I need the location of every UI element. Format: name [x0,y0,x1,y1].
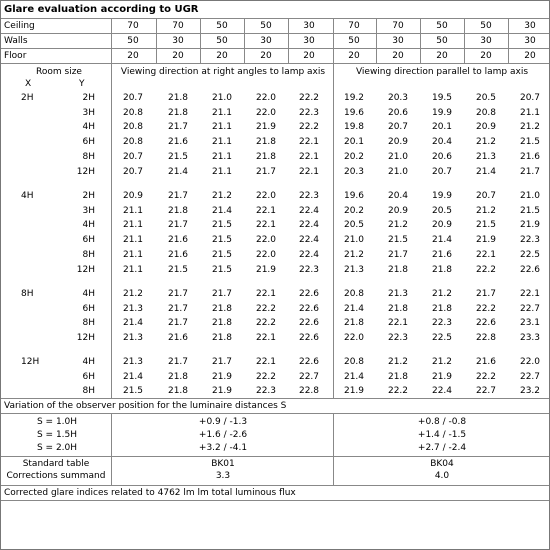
ugr-value: 21.0 [343,235,365,246]
corrections-right: 3.3 [215,471,231,481]
ugr-value: 20.8 [122,107,144,118]
ugr-value: 22.8 [475,333,497,344]
row-divider [1,48,549,49]
ugr-value: 21.3 [122,303,144,314]
ugr-value: 21.8 [431,264,453,275]
ugr-value: 21.8 [167,107,189,118]
ugr-value: 22.1 [298,151,320,162]
reflectance-value: 50 [216,21,228,31]
ugr-value: 21.9 [255,264,277,275]
room-size-x: 4H [21,191,34,201]
column-divider [464,18,465,63]
ugr-value: 20.1 [343,137,365,148]
reflectance-value: 70 [127,21,139,31]
ugr-value: 21.7 [167,191,189,201]
column-divider [333,413,334,485]
ugr-value: 21.4 [122,318,144,329]
corrections-label: Corrections summand [6,471,106,481]
ugr-value: 21.5 [475,220,497,231]
ugr-value: 20.8 [122,137,144,148]
ugr-value: 21.7 [475,289,497,299]
ugr-value: 21.7 [167,357,189,367]
ugr-value: 21.6 [475,357,497,367]
ugr-value: 21.3 [475,151,497,162]
ugr-value: 22.6 [298,318,320,329]
ugr-value: 21.7 [211,357,233,367]
ugr-value: 20.9 [387,137,409,148]
ugr-value: 21.5 [211,220,233,231]
ugr-value: 23.1 [519,318,541,329]
column-divider [111,18,112,63]
ugr-value: 20.9 [387,205,409,216]
corrections-parallel: 4.0 [434,471,450,481]
reflectance-label: Floor [4,51,27,61]
ugr-value: 22.0 [255,235,277,246]
reflectance-value: 30 [303,36,315,46]
room-size-y: 6H [82,137,95,148]
ugr-value: 21.1 [122,264,144,275]
ugr-value: 21.2 [387,220,409,231]
variation-right-value: +3.2 / -4.1 [198,443,248,453]
reflectance-value: 30 [392,36,404,46]
ugr-value: 21.5 [167,151,189,162]
room-size-y: 12H [76,166,95,177]
ugr-value: 20.8 [343,357,365,367]
room-size-x: 2H [21,93,34,103]
variation-right-value: +1.6 / -2.6 [198,430,248,440]
room-size-y: 6H [82,303,95,314]
ugr-value: 22.1 [255,289,277,299]
ugr-value: 22.1 [255,220,277,231]
ugr-value: 21.2 [519,122,541,133]
ugr-value: 21.4 [122,371,144,382]
ugr-value: 22.5 [431,333,453,344]
ugr-value: 20.7 [122,151,144,162]
ugr-value: 21.2 [431,357,453,367]
ugr-value: 22.7 [519,303,541,314]
ugr-value: 22.6 [298,289,320,299]
ugr-value: 22.1 [255,333,277,344]
ugr-value: 21.5 [122,386,144,397]
room-size-y: 4H [82,357,95,367]
column-divider [156,18,157,63]
reflectance-value: 70 [348,21,360,31]
ugr-value: 21.3 [122,333,144,344]
ugr-value: 20.8 [475,107,497,118]
ugr-value: 20.4 [431,137,453,148]
ugr-value: 21.7 [167,220,189,231]
ugr-value: 22.4 [298,249,320,260]
ugr-value: 19.9 [431,107,453,118]
room-size-y: 12H [76,264,95,275]
ugr-value: 21.0 [211,93,233,103]
standard-table-label: Standard table [22,459,90,469]
row-divider [1,500,549,501]
ugr-value: 21.8 [343,318,365,329]
ugr-value: 21.8 [211,333,233,344]
reflectance-value: 50 [127,36,139,46]
ugr-value: 21.3 [387,289,409,299]
ugr-value: 19.5 [431,93,453,103]
ugr-value: 22.1 [298,137,320,148]
footnote: Corrected glare indices related to 4762 lm lm total luminous flux [4,488,296,498]
ugr-value: 21.1 [519,107,541,118]
ugr-value: 21.5 [211,264,233,275]
ugr-value: 21.9 [255,122,277,133]
ugr-value: 22.1 [387,318,409,329]
ugr-value: 21.2 [211,191,233,201]
ugr-value: 22.8 [298,386,320,397]
ugr-value: 21.8 [211,303,233,314]
row-divider [1,398,549,399]
reflectance-value: 30 [524,21,536,31]
ugr-value: 21.4 [167,166,189,177]
ugr-value: 22.2 [255,318,277,329]
ugr-value: 20.9 [122,191,144,201]
y-axis-label: Y [79,79,85,89]
ugr-value: 21.1 [211,137,233,148]
ugr-value: 22.3 [519,235,541,246]
ugr-value: 21.0 [519,191,541,201]
column-divider [508,18,509,63]
ugr-value: 21.5 [211,249,233,260]
ugr-value: 21.1 [122,205,144,216]
ugr-value: 22.2 [475,303,497,314]
reflectance-value: 20 [260,51,272,61]
ugr-value: 21.1 [211,122,233,133]
ugr-value: 20.9 [475,122,497,133]
ugr-value: 22.4 [431,386,453,397]
ugr-value: 21.7 [211,289,233,299]
ugr-value: 22.4 [298,205,320,216]
variation-label: S = 2.0H [36,443,78,453]
room-size-y: 8H [82,249,95,260]
ugr-value: 22.2 [387,386,409,397]
row-divider [1,485,549,486]
reflectance-value: 50 [480,21,492,31]
ugr-value: 21.4 [211,205,233,216]
variation-label: S = 1.0H [36,417,78,427]
ugr-value: 22.2 [475,264,497,275]
ugr-value: 22.2 [255,371,277,382]
ugr-value: 21.5 [519,205,541,216]
ugr-value: 20.6 [387,107,409,118]
reflectance-value: 20 [172,51,184,61]
ugr-value: 21.8 [387,264,409,275]
reflectance-value: 20 [216,51,228,61]
reflectance-label: Walls [4,36,28,46]
room-size-y: 8H [82,318,95,329]
ugr-value: 21.1 [211,166,233,177]
ugr-value: 22.3 [387,333,409,344]
ugr-value: 21.3 [343,264,365,275]
ugr-value: 21.6 [167,333,189,344]
ugr-value: 20.7 [387,122,409,133]
ugr-value: 22.4 [298,235,320,246]
row-divider [1,33,549,34]
ugr-value: 21.8 [255,137,277,148]
ugr-value: 21.8 [167,386,189,397]
reflectance-value: 20 [392,51,404,61]
ugr-value: 21.8 [431,303,453,314]
reflectance-value: 30 [172,36,184,46]
ugr-value: 22.2 [255,303,277,314]
ugr-value: 20.5 [475,93,497,103]
page-title: Glare evaluation according to UGR [4,4,199,15]
variation-right-value: +0.9 / -1.3 [198,417,248,427]
ugr-value: 21.1 [211,107,233,118]
reflectance-value: 50 [216,36,228,46]
ugr-value: 21.4 [431,235,453,246]
ugr-value: 20.3 [387,93,409,103]
ugr-value: 21.2 [431,289,453,299]
row-divider [1,63,549,64]
ugr-value: 22.7 [298,371,320,382]
ugr-value: 22.0 [255,249,277,260]
variation-label: S = 1.5H [36,430,78,440]
ugr-value: 21.2 [387,357,409,367]
ugr-value: 21.7 [519,166,541,177]
ugr-value: 20.7 [431,166,453,177]
room-size-x: 12H [21,357,40,367]
reflectance-value: 70 [172,21,184,31]
room-size-y: 3H [82,205,95,216]
room-size-y: 6H [82,235,95,246]
ugr-value: 22.3 [298,107,320,118]
ugr-value: 22.1 [255,205,277,216]
ugr-value: 21.6 [519,151,541,162]
reflectance-value: 20 [348,51,360,61]
ugr-value: 20.6 [431,151,453,162]
ugr-value: 21.5 [519,137,541,148]
ugr-value: 19.6 [343,191,365,201]
ugr-value: 21.7 [255,166,277,177]
reflectance-value: 30 [480,36,492,46]
ugr-value: 22.0 [343,333,365,344]
ugr-value: 20.5 [431,205,453,216]
room-size-y: 8H [82,151,95,162]
ugr-value: 20.2 [343,151,365,162]
row-divider [1,18,549,19]
ugr-value: 21.7 [167,122,189,133]
ugr-value: 21.8 [255,151,277,162]
reflectance-value: 20 [127,51,139,61]
ugr-value: 22.3 [298,264,320,275]
reflectance-value: 30 [303,21,315,31]
reflectance-value: 30 [524,36,536,46]
ugr-value: 21.9 [475,235,497,246]
ugr-value: 21.6 [167,235,189,246]
ugr-value: 22.7 [475,386,497,397]
ugr-value: 22.0 [519,357,541,367]
ugr-value: 22.3 [255,386,277,397]
ugr-value: 20.8 [122,122,144,133]
ugr-value: 21.8 [387,371,409,382]
room-size-y: 2H [82,191,95,201]
ugr-value: 21.1 [122,220,144,231]
ugr-value: 20.7 [122,93,144,103]
room-size-y: 3H [82,107,95,118]
ugr-value: 22.6 [298,333,320,344]
ugr-value: 22.2 [298,93,320,103]
reflectance-value: 20 [480,51,492,61]
ugr-value: 22.4 [298,220,320,231]
ugr-value: 22.0 [255,93,277,103]
reflectance-value: 20 [303,51,315,61]
ugr-value: 20.7 [122,166,144,177]
ugr-value: 21.5 [167,264,189,275]
ugr-value: 21.7 [167,303,189,314]
ugr-value: 21.4 [343,371,365,382]
ugr-value: 20.8 [343,289,365,299]
reflectance-value: 20 [436,51,448,61]
ugr-value: 21.2 [475,205,497,216]
reflectance-value: 20 [524,51,536,61]
ugr-value: 21.1 [122,235,144,246]
room-size-y: 4H [82,289,95,299]
reflectance-value: 50 [348,36,360,46]
ugr-value: 21.8 [167,93,189,103]
ugr-value: 21.9 [431,371,453,382]
ugr-value: 22.7 [519,371,541,382]
ugr-value: 20.1 [431,122,453,133]
reflectance-label: Ceiling [4,21,35,31]
x-axis-label: X [25,79,32,89]
ugr-value: 23.2 [519,386,541,397]
reflectance-value: 70 [392,21,404,31]
column-divider [111,63,112,398]
ugr-value: 22.6 [519,264,541,275]
ugr-value: 22.6 [298,303,320,314]
ugr-value: 21.8 [167,371,189,382]
column-divider [420,18,421,63]
ugr-value: 21.7 [387,249,409,260]
ugr-value: 22.1 [298,166,320,177]
ugr-value: 21.9 [343,386,365,397]
ugr-value: 20.3 [343,166,365,177]
room-size-x: 8H [21,289,34,299]
ugr-value: 19.9 [431,191,453,201]
ugr-value: 19.8 [343,122,365,133]
ugr-value: 22.2 [475,371,497,382]
room-size-label: Room size [36,67,82,77]
column-divider [200,18,201,63]
ugr-value: 20.7 [519,93,541,103]
room-size-y: 12H [76,333,95,344]
ugr-value: 21.3 [122,357,144,367]
ugr-value: 19.6 [343,107,365,118]
column-divider [111,413,112,485]
reflectance-value: 50 [436,21,448,31]
ugr-value: 19.2 [343,93,365,103]
ugr-value: 21.1 [122,249,144,260]
ugr-value: 21.6 [431,249,453,260]
ugr-value: 22.6 [475,318,497,329]
ugr-value: 21.2 [122,289,144,299]
ugr-value: 22.1 [519,289,541,299]
column-divider [244,18,245,63]
ugr-value: 21.8 [167,205,189,216]
ugr-value: 21.5 [211,235,233,246]
variation-parallel-value: +0.8 / -0.8 [417,417,467,427]
standard-table-right: BK01 [211,459,235,469]
ugr-value: 20.7 [475,191,497,201]
variation-title: Variation of the observer position for the luminaire distances S [4,401,287,411]
ugr-value: 22.5 [519,249,541,260]
ugr-value: 21.1 [211,151,233,162]
ugr-value: 22.0 [255,191,277,201]
room-size-y: 6H [82,371,95,382]
room-size-y: 4H [82,122,95,133]
ugr-value: 21.7 [167,289,189,299]
row-divider [1,456,549,457]
reflectance-value: 50 [260,21,272,31]
ugr-value: 22.1 [475,249,497,260]
ugr-value: 21.7 [167,318,189,329]
room-size-y: 8H [82,386,95,397]
ugr-value: 21.6 [167,137,189,148]
standard-table-parallel: BK04 [430,459,454,469]
direction-right-angles-header: Viewing direction at right angles to lamp axis [120,67,326,77]
ugr-value: 21.8 [387,303,409,314]
ugr-value: 21.8 [211,318,233,329]
ugr-value: 22.1 [255,357,277,367]
variation-parallel-value: +1.4 / -1.5 [417,430,467,440]
ugr-value: 20.5 [343,220,365,231]
ugr-value: 21.0 [387,151,409,162]
ugr-value: 21.2 [343,249,365,260]
ugr-value: 21.9 [211,386,233,397]
room-size-y: 2H [82,93,95,103]
ugr-value: 22.6 [298,357,320,367]
ugr-value: 20.9 [431,220,453,231]
ugr-value: 21.4 [475,166,497,177]
column-divider [376,18,377,63]
reflectance-value: 50 [436,36,448,46]
ugr-value: 21.9 [519,220,541,231]
ugr-value: 21.4 [343,303,365,314]
ugr-value: 20.4 [387,191,409,201]
ugr-value: 21.2 [475,137,497,148]
ugr-value: 23.3 [519,333,541,344]
room-size-y: 4H [82,220,95,231]
ugr-value: 21.5 [387,235,409,246]
ugr-value: 22.3 [431,318,453,329]
ugr-value: 22.2 [298,122,320,133]
ugr-value: 22.3 [298,191,320,201]
ugr-value: 20.2 [343,205,365,216]
direction-parallel-header: Viewing direction parallel to lamp axis [355,67,529,77]
variation-parallel-value: +2.7 / -2.4 [417,443,467,453]
ugr-value: 21.6 [167,249,189,260]
ugr-value: 21.9 [211,371,233,382]
ugr-value: 21.0 [387,166,409,177]
row-divider [1,413,549,414]
reflectance-value: 30 [260,36,272,46]
ugr-value: 22.0 [255,107,277,118]
